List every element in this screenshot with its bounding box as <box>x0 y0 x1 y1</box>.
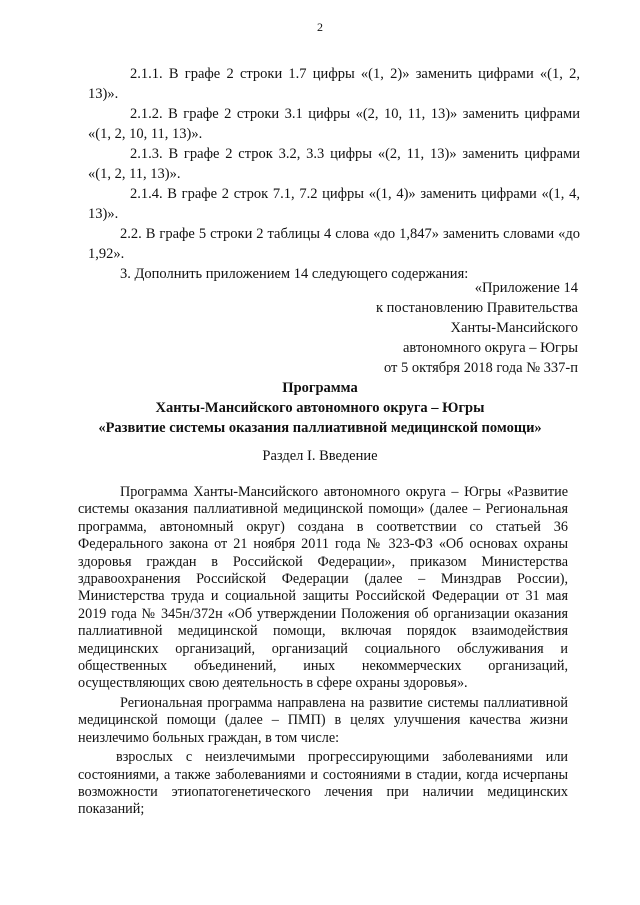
appendix-line: автономного округа – Югры <box>402 340 578 356</box>
appendix-line: «Приложение 14 <box>474 280 578 296</box>
paragraph: взрослых с неизлечимыми прогрессирующими заболеваниями или состояниями, а также заболеваниями и состояниями в стадии, когда исчерпаны возможности этиопатогенетического лечения при наличии медицинских показаний; <box>78 749 568 818</box>
amendment-item: 3. Дополнить приложением 14 следующего содержания: <box>120 266 469 282</box>
program-title <box>0 378 640 438</box>
body-text <box>78 484 568 819</box>
section-heading: Раздел I. Введение <box>262 448 378 464</box>
amendment-item: 2.1.2. В графе 2 строки 3.1 цифры «(2, 10, 11, 13)» заменить цифрами «(1, 2, 10, 11, 13)». <box>88 106 580 142</box>
program-title-line: «Развитие системы оказания паллиативной медицинской помощи» <box>98 420 542 436</box>
program-title-line: Программа <box>282 380 358 396</box>
page-number: 2 <box>317 20 323 34</box>
appendix-line: Ханты-Мансийского <box>450 320 578 336</box>
program-title-line: Ханты-Мансийского автономного округа – Югры <box>155 400 485 416</box>
paragraph: Программа Ханты-Мансийского автономного округа – Югры «Развитие системы оказания паллиативной медицинской помощи» (далее – Региональная программа, автономный округ) создана в соответствии со статьей 36 Федерального закона от 21 ноября 2011 года № 323-ФЗ «Об основах охраны здоровья граждан в Российской Федерации», приказом Министерства здравоохранения Российской Федерации (далее – Минздрав России), Министерства труда и социальной защиты Российской Федерации от 31 мая 2019 года № 345н/372н «Об утверждении Положения об организации оказания паллиативной медицинской помощи, включая порядок взаимодействия медицинских организаций, организаций социального обслуживания и общественных объединений, иных некоммерческих организаций, осуществляющих свою деятельность в сфере охраны здоровья». <box>78 484 568 692</box>
amendments-list <box>88 64 580 284</box>
amendment-item: 2.1.3. В графе 2 строк 3.2, 3.3 цифры «(2, 11, 13)» заменить цифрами «(1, 2, 11, 13)». <box>88 146 580 182</box>
amendment-item: 2.1.1. В графе 2 строки 1.7 цифры «(1, 2)» заменить цифрами «(1, 2, 13)». <box>88 66 580 102</box>
appendix-header <box>376 278 578 378</box>
amendment-item: 2.2. В графе 5 строки 2 таблицы 4 слова «до 1,847» заменить словами «до 1,92». <box>88 226 580 262</box>
paragraph: Региональная программа направлена на развитие системы паллиативной медицинской помощи (далее – ПМП) в целях улучшения качества жизни неизлечимо больных граждан, в том числе: <box>78 694 568 746</box>
amendment-item: 2.1.4. В графе 2 строк 7.1, 7.2 цифры «(1, 4)» заменить цифрами «(1, 4, 13)». <box>88 186 580 222</box>
appendix-line: от 5 октября 2018 года № 337-п <box>383 360 578 376</box>
appendix-line: к постановлению Правительства <box>376 300 578 316</box>
